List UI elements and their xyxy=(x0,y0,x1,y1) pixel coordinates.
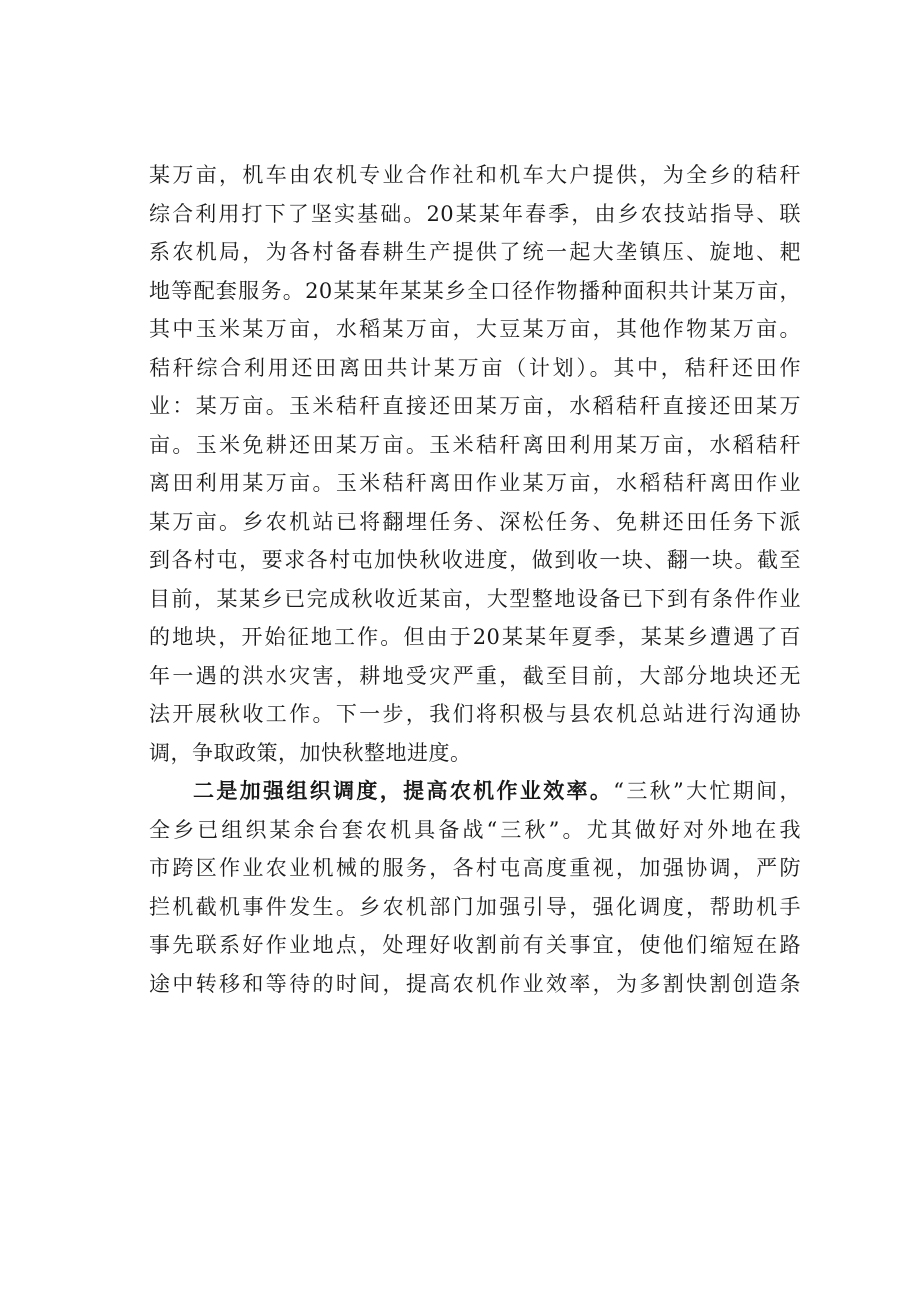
text-line: 事先联系好作业地点，处理好收割前有关事宜，使他们缩短在路 xyxy=(149,933,801,957)
text-line: 全乡已组织某余台套农机具备战“三秋”。尤其做好对外地在我 xyxy=(149,817,801,842)
text-line: 市跨区作业农业机械的服务，各村屯高度重视，加强协调，严防 xyxy=(149,856,801,880)
text-line: 离田利用某万亩。玉米秸秆离田作业某万亩，水稻秸秆离田作业 xyxy=(149,471,801,495)
text-line: 到各村屯，要求各村屯加快秋收进度，做到收一块、翻一块。截至 xyxy=(149,548,801,572)
text-line: 综合利用打下了坚实基础。20某某年春季，由乡农技站指导、联 xyxy=(149,201,801,226)
paragraph-2 xyxy=(149,772,801,1003)
text-line: 其中玉米某万亩，水稻某万亩，大豆某万亩，其他作物某万亩。 xyxy=(149,317,801,341)
text-line: 业：某万亩。玉米秸秆直接还田某万亩，水稻秸秆直接还田某万 xyxy=(149,394,801,418)
text-line: 系农机局，为各村备春耕生产提供了统一起大垄镇压、旋地、耙 xyxy=(149,240,801,264)
text-line: 拦机截机事件发生。乡农机部门加强引导，强化调度，帮助机手 xyxy=(149,894,801,919)
text-line: 亩。玉米免耕还田某万亩。玉米秸秆离田利用某万亩，水稻秸秆 xyxy=(149,432,801,457)
paragraph-heading-line xyxy=(149,772,801,811)
text-line: 地等配套服务。20某某年某某乡全口径作物播种面积共计某万亩， xyxy=(149,278,801,303)
text-line: 目前，某某乡已完成秋收近某亩，大型整地设备已下到有条件作业 xyxy=(149,586,801,611)
text-line: 途中转移和等待的时间，提高农机作业效率，为多割快割创造条 xyxy=(149,971,801,996)
document-body xyxy=(149,156,801,1003)
text-line: 的地块，开始征地工作。但由于20某某年夏季，某某乡遭遇了百 xyxy=(149,625,801,649)
paragraph-heading: 二是加强组织调度，提高农机作业效率。 xyxy=(193,778,614,803)
paragraph-1 xyxy=(149,156,801,772)
text-line: 某万亩，机车由农机专业合作社和机车大户提供，为全乡的秸秆 xyxy=(149,163,801,187)
text-line: 调，争取政策，加快秋整地进度。 xyxy=(149,740,472,765)
text-line: 秸秆综合利用还田离田共计某万亩（计划）。其中，秸秆还田作 xyxy=(149,355,801,380)
text-line: 年一遇的洪水灾害，耕地受灾严重，截至目前，大部分地块还无 xyxy=(149,663,801,688)
text-line: 某万亩。乡农机站已将翻埋任务、深松任务、免耕还田任务下派 xyxy=(149,509,801,534)
text-line: 法开展秋收工作。下一步，我们将积极与县农机总站进行沟通协 xyxy=(149,702,801,726)
heading-line-text: “三秋”大忙期间， xyxy=(613,779,801,803)
